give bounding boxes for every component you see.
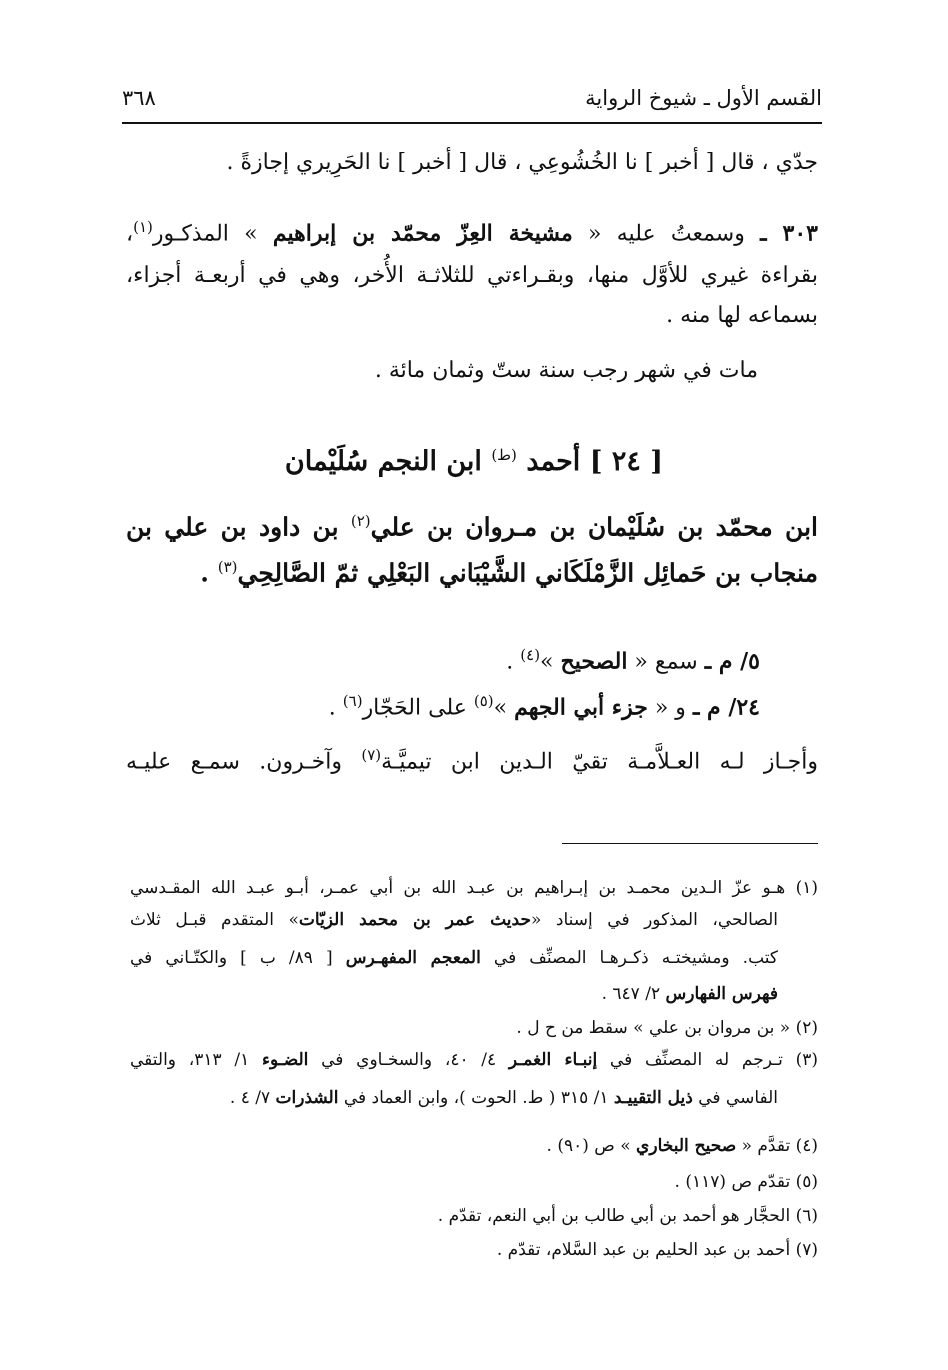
text-segment: » (540, 649, 561, 675)
text-segment: . (328, 695, 343, 721)
footnote-rule (562, 843, 818, 844)
text-segment: الفاسي في (692, 1088, 778, 1108)
header-rule (122, 122, 822, 124)
work-item-1 (506, 646, 760, 674)
text-segment: بن داود بن علي بن (126, 512, 351, 542)
work-title: فهرس الفهارس (665, 984, 778, 1004)
heading-name-b: ابن النجم سُلَيْمان (284, 446, 482, 477)
running-head (122, 84, 822, 118)
footnote-ref: (٧) (361, 746, 382, 764)
text-segment: ٧/ ٤ . (229, 1088, 276, 1108)
footnote-1-line-4 (602, 984, 778, 1004)
work-code: ٥/ م ـ (704, 648, 760, 675)
text-segment: سمع « (627, 649, 698, 675)
text-segment: الصالحي، المذكور في إسناد « (530, 910, 778, 930)
text-segment: على الحَجّار (362, 695, 474, 721)
lineage-line-1 (126, 512, 818, 541)
ijaza-line (126, 746, 818, 774)
text-segment: ١/ ٣١٣، والتقي (130, 1050, 262, 1070)
text-segment: منجاب بن حَمائِل الزَّمْلَكَاني الشَّيْبَاني البَعْلِي ثمّ الصَّالِحِي (237, 558, 818, 588)
footnote-3-line-1 (130, 1050, 818, 1070)
text-segment: (٣) تـرجم له المصنِّف في (597, 1050, 818, 1070)
work-title: مشيخة العِزّ محمّد بن إبراهيم (272, 220, 573, 247)
work-title: صحيح البخاري (636, 1136, 737, 1156)
text-segment: [ ٨٩/ ب ] والكتّـاني في (130, 948, 346, 968)
entry-303-line-2: بقراءة غيري للأوَّل منها، وبقـراءتي للثلاثـة الأُخر، وهي في أربعـة أجزاء، (126, 263, 818, 288)
work-item-2 (329, 692, 760, 720)
entry-heading (0, 446, 948, 477)
page-number: ٣٦٨ (122, 86, 156, 110)
work-title: الشذرات (275, 1088, 339, 1108)
entry-303-line-3: بسماعه لها منه . (666, 303, 818, 328)
footnote-1-line-3 (130, 948, 778, 968)
entry-bracket-number: [ ٢٤ ] (589, 446, 664, 477)
text-segment: وسمعتُ عليه « (572, 221, 745, 247)
text-segment: كتب. ومشيختـه ذكـرهـا المصنِّف في (480, 948, 778, 968)
footnote-1-line-2 (130, 910, 778, 930)
work-title: إنبـاء الغمـر (508, 1050, 598, 1070)
work-title: الضـوء (261, 1050, 309, 1070)
running-title: القسم الأول ـ شيوخ الرواية (585, 86, 822, 110)
text-segment: . (200, 558, 218, 588)
text-segment: » (493, 695, 515, 721)
text-segment: . (506, 649, 521, 675)
text-segment: ٤/ ٤٠، والسخـاوي في (308, 1050, 509, 1070)
text-segment: » المتقدم قبـل ثلاث (130, 910, 299, 930)
body-line-1: جدّي ، قال [ أخبر ] نا الخُشُوعِي ، قال [ أخبر ] نا الحَرِيري إجازةً . (226, 150, 818, 175)
entry-number: ٣٠٣ ـ (760, 220, 818, 247)
heading-name-a: أحمد (526, 446, 581, 477)
footnote-3-line-2 (230, 1088, 778, 1108)
text-segment: ٢/ ٦٤٧ . (601, 984, 666, 1004)
footnote-6: (٦) الحجَّار هو أحمد بن أبي طالب بن أبي النعم، تقدّم . (437, 1206, 818, 1226)
footnote-7: (٧) أحمد بن عبد الحليم بن عبد السَّلام، تقدّم . (496, 1240, 818, 1260)
entry-303-line-1 (126, 218, 818, 246)
work-title: الصحيح (560, 648, 628, 675)
work-title: المعجم المفهـرس (345, 948, 481, 968)
text-segment: وأجـاز لـه العـلاَّمـة تقيّ الـدين ابن تيميَّـة (381, 749, 818, 775)
footnote-ref: (٣) (217, 558, 238, 576)
work-title: جزء أبي الجهم (514, 694, 648, 721)
footnote-5: (٥) تقدّم ص (١١٧) . (674, 1172, 818, 1192)
work-title: ذيل التقييـد (613, 1088, 693, 1108)
work-code: ٢٤/ م ـ (692, 694, 760, 721)
footnote-2: (٢) « بن مروان بن علي » سقط من ح ل . (516, 1018, 818, 1038)
footnote-ref: (٢) (350, 512, 371, 530)
text-segment: وآخـرون. سمـع عليـه (126, 749, 362, 775)
text-segment: ١/ ٣١٥ ( ط. الحوت )، وابن العماد في (338, 1088, 614, 1108)
text-segment: » المذكـور (152, 221, 273, 247)
footnote-1-line-1: (١) هـو عزّ الـدين محمـد بن إبـراهيم بن عبـد الله بن أبي عمـر، أبـو عبـد الله المقـدسي (130, 878, 818, 898)
footnote-4 (547, 1136, 818, 1156)
text-segment: و « (647, 695, 686, 721)
footnote-ref: (٦) (342, 692, 363, 710)
footnote-ref: (٤) (520, 646, 541, 664)
footnote-ref: (٥) (473, 692, 494, 710)
text-segment: ابن محمّد بن سُلَيْمان بن مـروان بن علي (370, 512, 818, 542)
text-segment: » ص (٩٠) . (546, 1136, 637, 1156)
death-line: مات في شهر رجب سنة ستّ وثمان مائة . (374, 358, 758, 383)
lineage-line-2 (200, 558, 818, 587)
footnote-ref: (١) (133, 218, 153, 236)
work-title: حديث عمر بن محمد الزيّات (298, 910, 531, 930)
sigla-ref: (ط) (491, 446, 517, 464)
text-segment: (٤) تقدَّم « (736, 1136, 818, 1156)
text-segment: ، (126, 221, 134, 247)
